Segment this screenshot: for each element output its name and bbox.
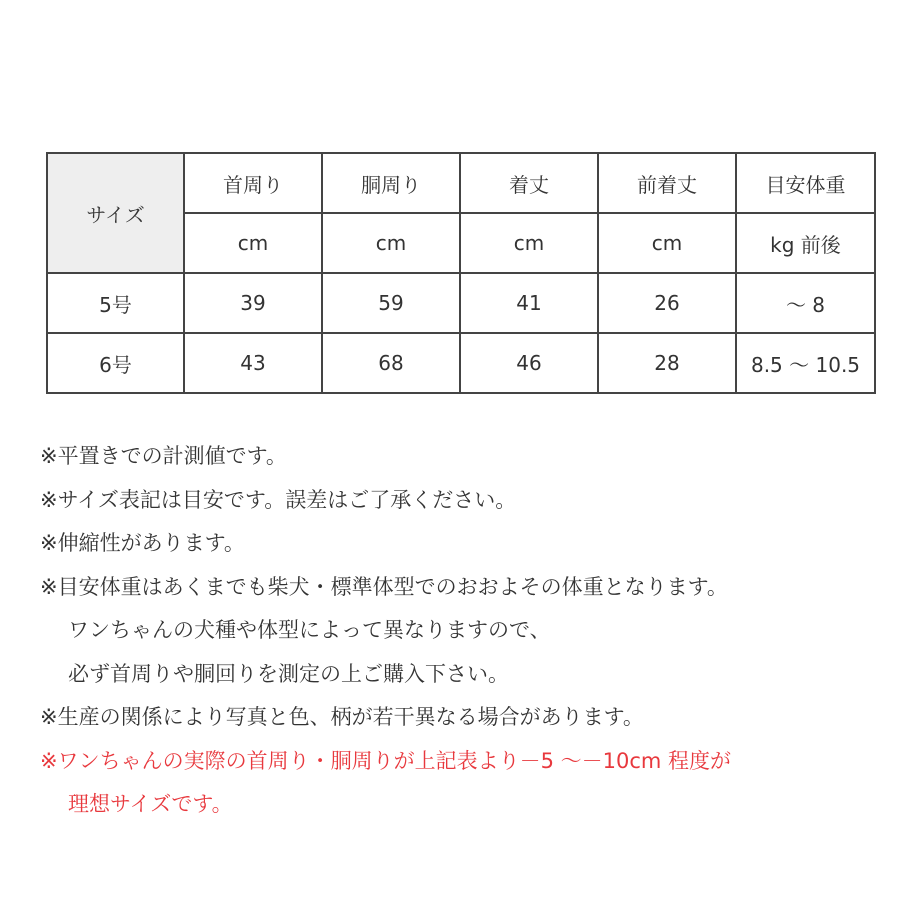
table-row [47,273,875,333]
unit-cell: cm [598,213,736,273]
note-ideal-size: ※ワンちゃんの実際の首周り・胴周りが上記表より－5 ～－10cm 程度が [40,748,732,773]
notes-list [40,435,890,827]
table-cell: 43 [184,333,322,393]
table-cell: ～ 8 [736,273,875,333]
note-ideal-size-cont: 理想サイズです。 [68,792,233,816]
note-stretch: ※伸縮性があります。 [40,531,245,555]
table-cell: 26 [598,273,736,333]
column-header-neck: 首周り [184,153,322,213]
size-table [46,152,876,394]
unit-cell: cm [184,213,322,273]
note-weight-guide-cont-1: ワンちゃんの犬種や体型によって異なりますので、 [68,618,551,642]
table-header-row [47,153,875,213]
table-cell: 59 [322,273,460,333]
column-header-chest: 胴周り [322,153,460,213]
column-header-length: 着丈 [460,153,598,213]
table-cell: 28 [598,333,736,393]
column-header-front-length: 前着丈 [598,153,736,213]
note-color-variance: ※生産の関係により写真と色、柄が若干異なる場合があります。 [40,705,644,729]
table-cell: 8.5 ～ 10.5 [736,333,875,393]
column-header-weight: 目安体重 [736,153,875,213]
note-measurement: ※平置きでの計測値です。 [40,444,287,468]
unit-cell: cm [460,213,598,273]
note-size-guide: ※サイズ表記は目安です。誤差はご了承ください。 [40,487,517,512]
size-label-cell: 6号 [47,333,184,393]
note-weight-guide: ※目安体重はあくまでも柴犬・標準体型でのおおよその体重となります。 [40,574,728,599]
note-weight-guide-cont-2: 必ず首周りや胴回りを測定の上ご購入下さい。 [68,661,509,686]
table-cell: 41 [460,273,598,333]
table-cell: 68 [322,333,460,393]
table-row [47,333,875,393]
size-label-cell: 5号 [47,273,184,333]
unit-cell: kg 前後 [736,213,875,273]
unit-cell: cm [322,213,460,273]
size-header-cell: サイズ [47,153,184,273]
table-cell: 39 [184,273,322,333]
table-cell: 46 [460,333,598,393]
